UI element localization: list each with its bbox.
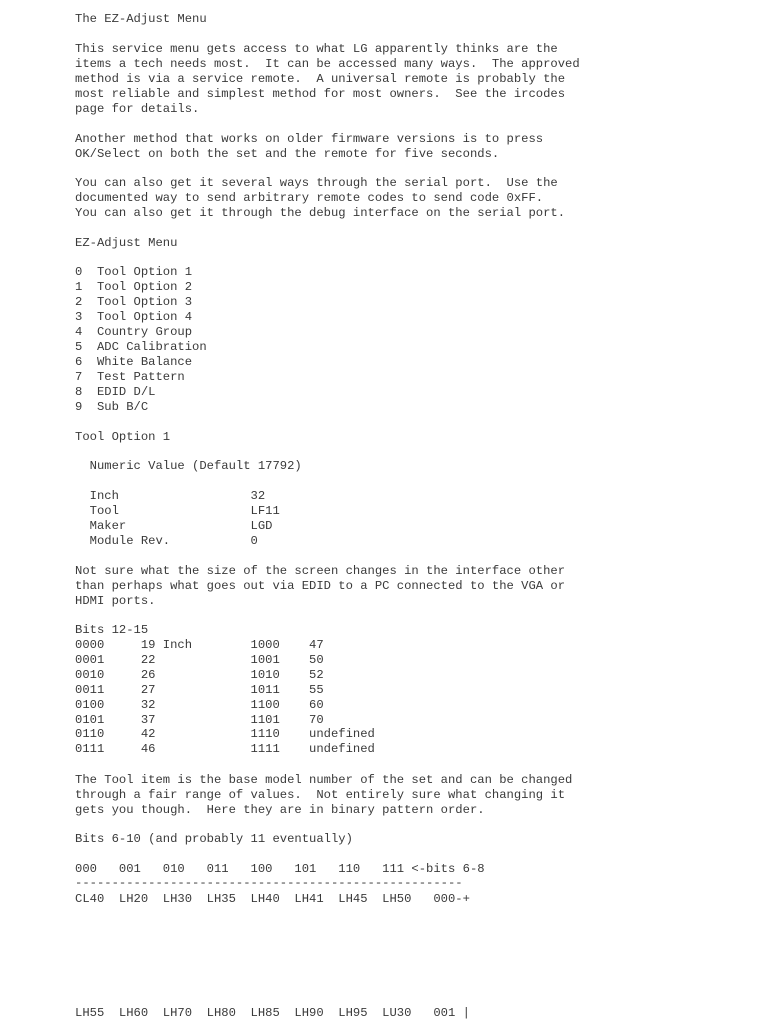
- screen-size-paragraph-line: HDMI ports.: [75, 594, 156, 608]
- screen-size-paragraph-line: Not sure what the size of the screen changes in the interface other: [75, 564, 566, 578]
- menu-item: 1 Tool Option 2: [75, 280, 193, 294]
- intro-paragraph-line: This service menu gets access to what LG apparently thinks are the: [75, 42, 558, 56]
- option-field-row: Inch 32: [75, 489, 266, 503]
- tool-table-row: LH55 LH60 LH70 LH80 LH85 LH90 LH95 LU30 001 |: [75, 1006, 470, 1020]
- option-field-row: Module Rev. 0: [75, 534, 258, 548]
- inch-table-row: 0000 19 Inch 1000 47: [75, 638, 324, 652]
- menu-item: 6 White Balance: [75, 355, 193, 369]
- menu-item: 0 Tool Option 1: [75, 265, 193, 279]
- option-field-row: Maker LGD: [75, 519, 273, 533]
- tool-table-header: 000 001 010 011 100 101 110 111 <-bits 6-8: [75, 862, 485, 876]
- intro-paragraph-line: items a tech needs most. It can be accessed many ways. The approved: [75, 57, 580, 71]
- inch-table-row: 0100 32 1100 60: [75, 698, 324, 712]
- menu-item: 3 Tool Option 4: [75, 310, 193, 324]
- serial-paragraph-line: documented way to send arbitrary remote codes to send code 0xFF.: [75, 191, 544, 205]
- menu-item: 9 Sub B/C: [75, 400, 149, 414]
- menu-item: 5 ADC Calibration: [75, 340, 207, 354]
- bits-6-10-heading: Bits 6-10 (and probably 11 eventually): [75, 832, 353, 846]
- inch-table-row: 0001 22 1001 50: [75, 653, 324, 667]
- menu-title: The EZ-Adjust Menu: [75, 12, 207, 26]
- inch-table-row: 0010 26 1010 52: [75, 668, 324, 682]
- serial-paragraph-line: You can also get it through the debug interface on the serial port.: [75, 206, 566, 220]
- inch-table-row: 0011 27 1011 55: [75, 683, 324, 697]
- numeric-value-line: Numeric Value (Default 17792): [75, 459, 302, 473]
- menu-item: 8 EDID D/L: [75, 385, 156, 399]
- firmware-paragraph-line: OK/Select on both the set and the remote for five seconds.: [75, 147, 500, 161]
- inch-table-row: 0110 42 1110 undefined: [75, 727, 375, 741]
- inch-table-row: 0111 46 1111 undefined: [75, 742, 375, 756]
- intro-paragraph-line: most reliable and simplest method for most owners. See the ircodes: [75, 87, 566, 101]
- bits-12-15-heading: Bits 12-15: [75, 623, 149, 637]
- tool-table-divider: -----------------------------------------------------: [75, 876, 463, 890]
- tool-table-row: CL40 LH20 LH30 LH35 LH40 LH41 LH45 LH50 000-+: [75, 892, 470, 906]
- screen-size-paragraph-line: than perhaps what goes out via EDID to a PC connected to the VGA or: [75, 579, 566, 593]
- menu-item: 4 Country Group: [75, 325, 193, 339]
- firmware-paragraph-line: Another method that works on older firmware versions is to press: [75, 132, 544, 146]
- menu-item: 2 Tool Option 3: [75, 295, 193, 309]
- intro-paragraph-line: page for details.: [75, 102, 200, 116]
- tool-paragraph-line: through a fair range of values. Not entirely sure what changing it: [75, 788, 566, 802]
- ez-adjust-menu-heading: EZ-Adjust Menu: [75, 236, 178, 250]
- serial-paragraph-line: You can also get it several ways through the serial port. Use the: [75, 176, 558, 190]
- tool-paragraph-line: gets you though. Here they are in binary pattern order.: [75, 803, 485, 817]
- tool-option-heading: Tool Option 1: [75, 430, 171, 444]
- option-field-row: Tool LF11: [75, 504, 280, 518]
- inch-table-row: 0101 37 1101 70: [75, 713, 324, 727]
- menu-item: 7 Test Pattern: [75, 370, 185, 384]
- tool-paragraph-line: The Tool item is the base model number of the set and can be changed: [75, 773, 573, 787]
- intro-paragraph-line: method is via a service remote. A universal remote is probably the: [75, 72, 566, 86]
